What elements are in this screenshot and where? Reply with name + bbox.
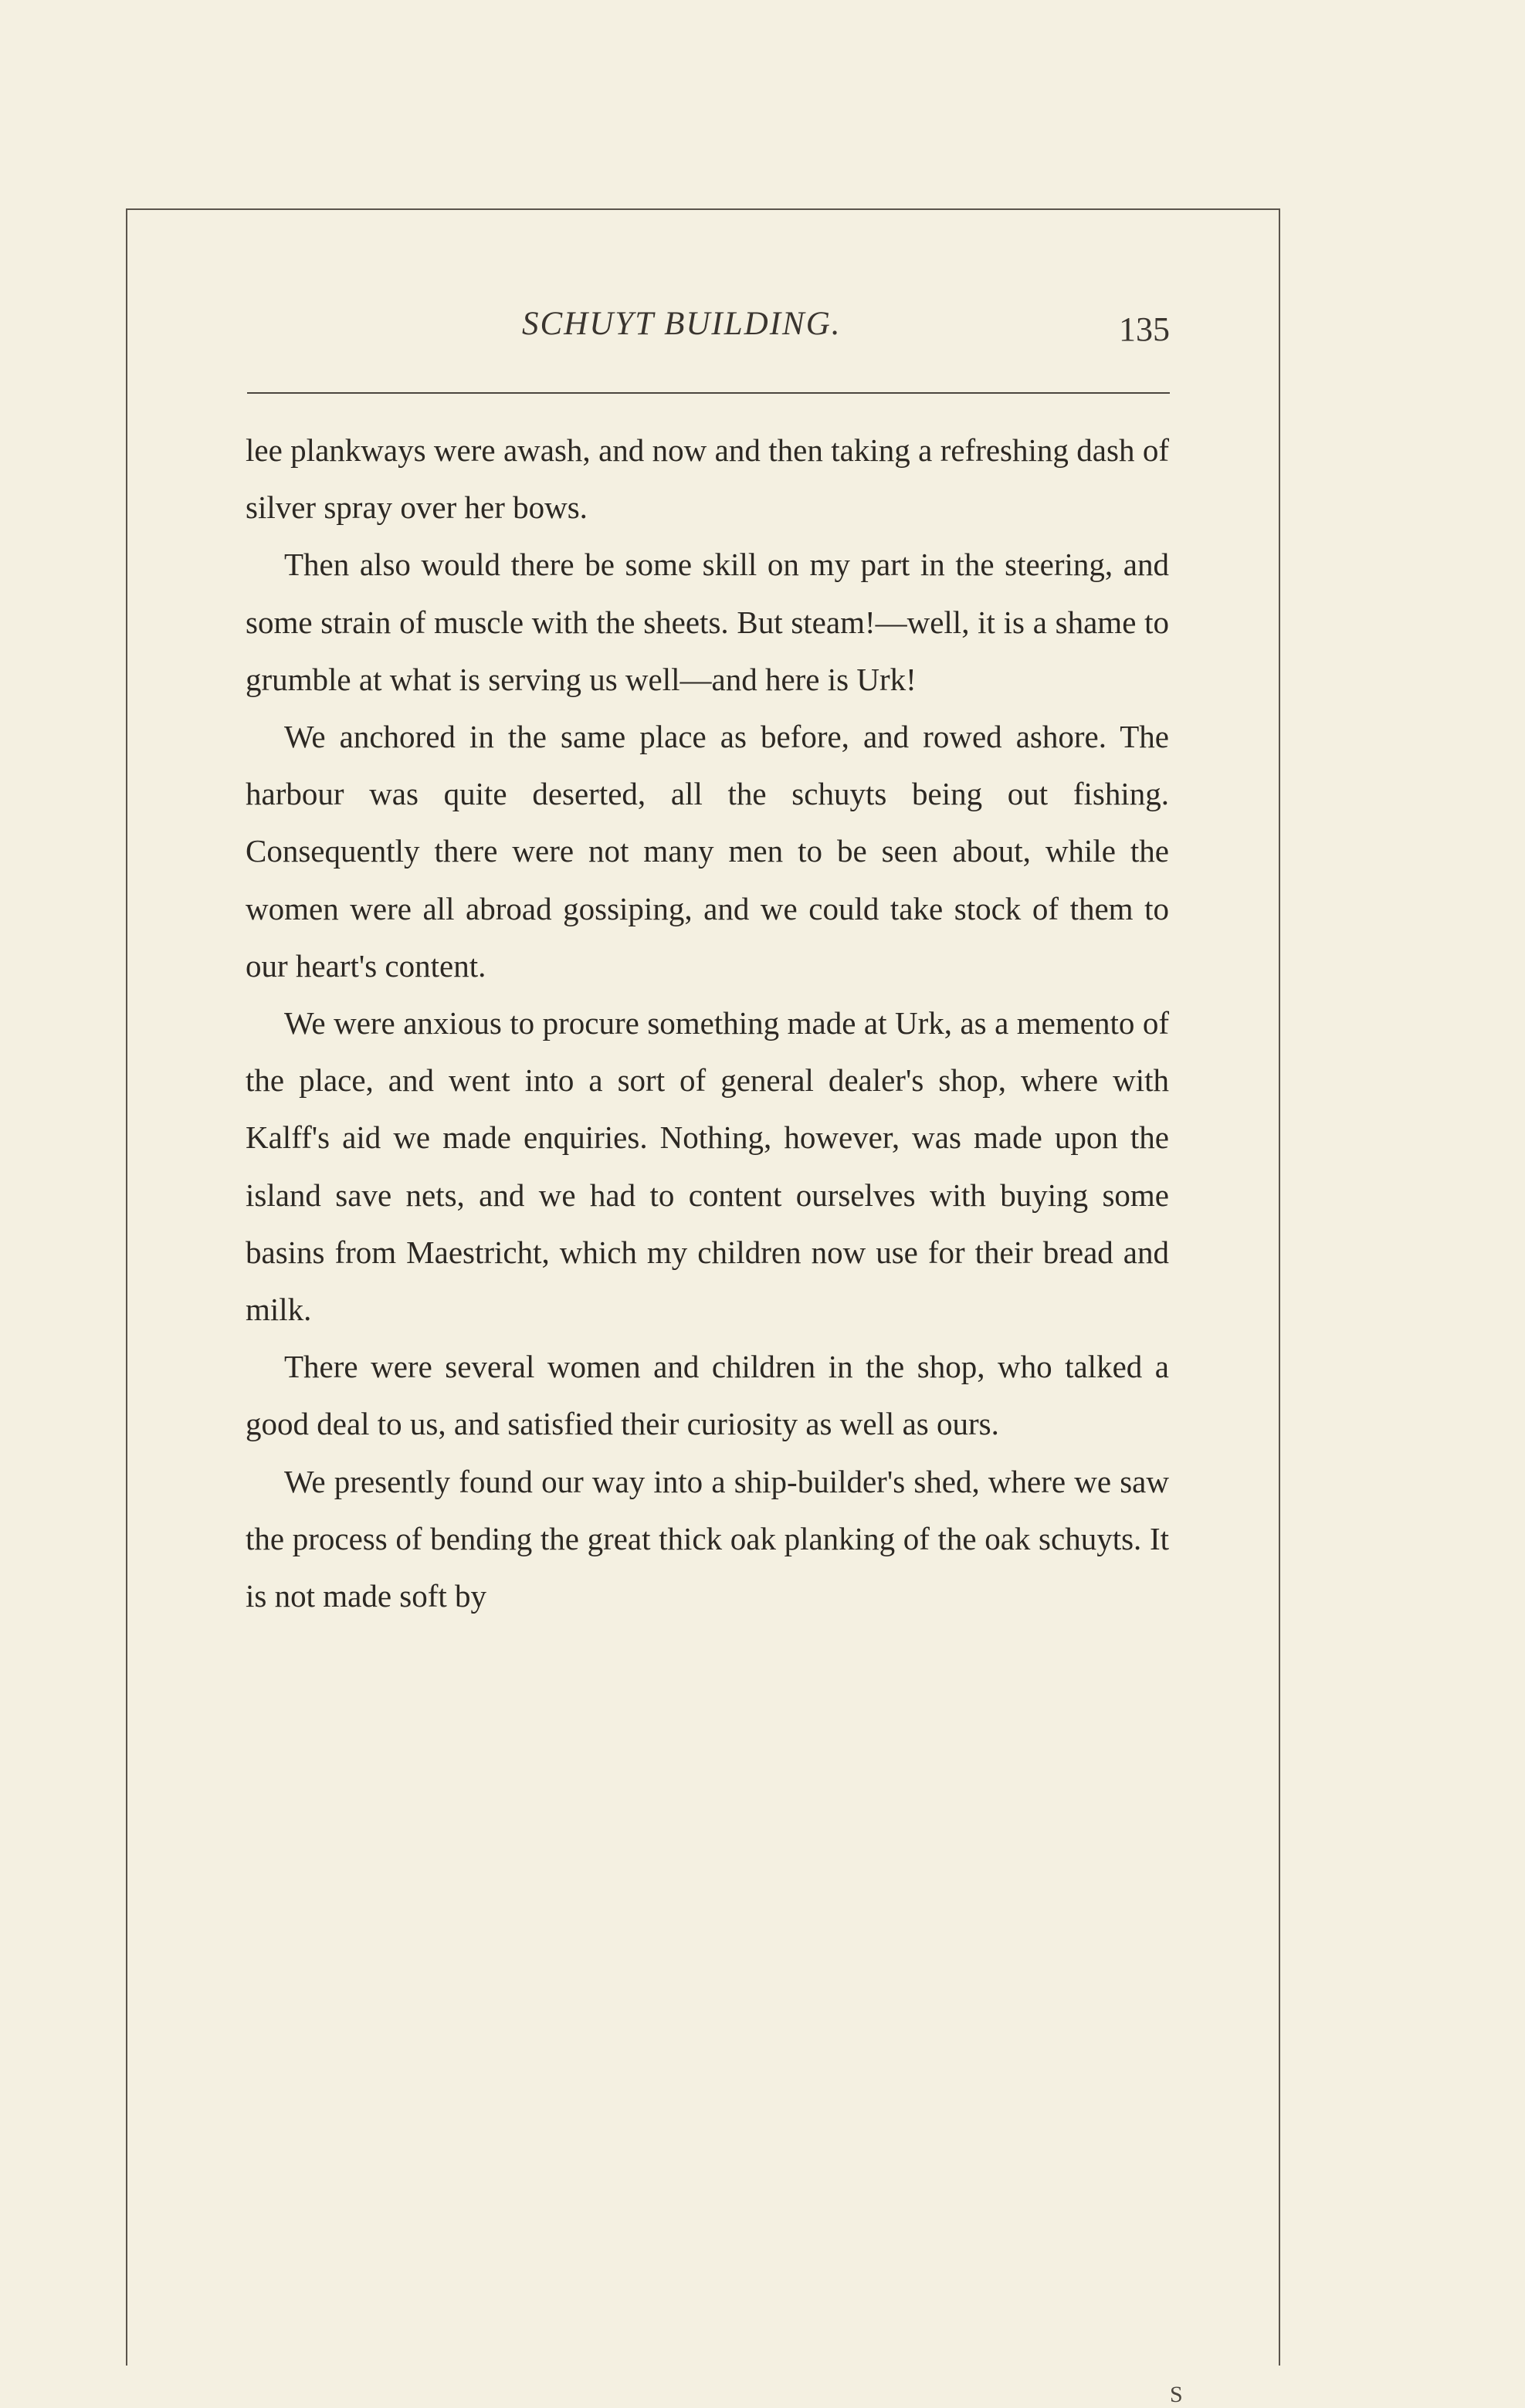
page-frame-left-rule xyxy=(126,208,127,2366)
paragraph-3: We anchored in the same place as before, and rowed ashore. The harbour was quite deserted, all the schuyts being out fishing. Consequently there were not many men to be seen about, while the women were all abroad gossiping, and we could take stock of them to our heart's content. xyxy=(246,719,1169,984)
head-rule xyxy=(247,392,1170,394)
paragraph-4: We were anxious to procure something made at Urk, as a memento of the place, and went into a sort of general dealer's shop, where with Kalff's aid we made enquiries. Nothing, however, was made upon the island save nets, and we had to content ourselves with buying some basins from Maestricht, which my children now use for their bread and milk. xyxy=(246,1005,1169,1328)
running-title: SCHUYT BUILDING. xyxy=(522,306,842,342)
body-text xyxy=(246,422,1169,1624)
page-frame-top-rule xyxy=(126,208,1280,210)
paragraph-5: There were several women and children in the shop, who talked a good deal to us, and satisfied their curiosity as well as ours. xyxy=(246,1349,1169,1442)
paragraph-2: Then also would there be some skill on my part in the steering, and some strain of muscle with the sheets. But steam!—well, it is a shame to grumble at what is serving us well—and here is Urk! xyxy=(246,547,1169,697)
page-number: 135 xyxy=(1119,310,1170,348)
page-frame-right-rule xyxy=(1279,208,1280,2366)
running-head xyxy=(247,305,1170,367)
paragraph-6: We presently found our way into a ship-builder's shed, where we saw the process of bending the great thick oak planking of the oak schuyts. It is not made soft by xyxy=(246,1463,1169,1614)
paragraph-1: lee plankways were awash, and now and then taking a refreshing dash of silver spray over her bows. xyxy=(246,432,1169,526)
signature-mark: S xyxy=(1170,2382,1183,2407)
